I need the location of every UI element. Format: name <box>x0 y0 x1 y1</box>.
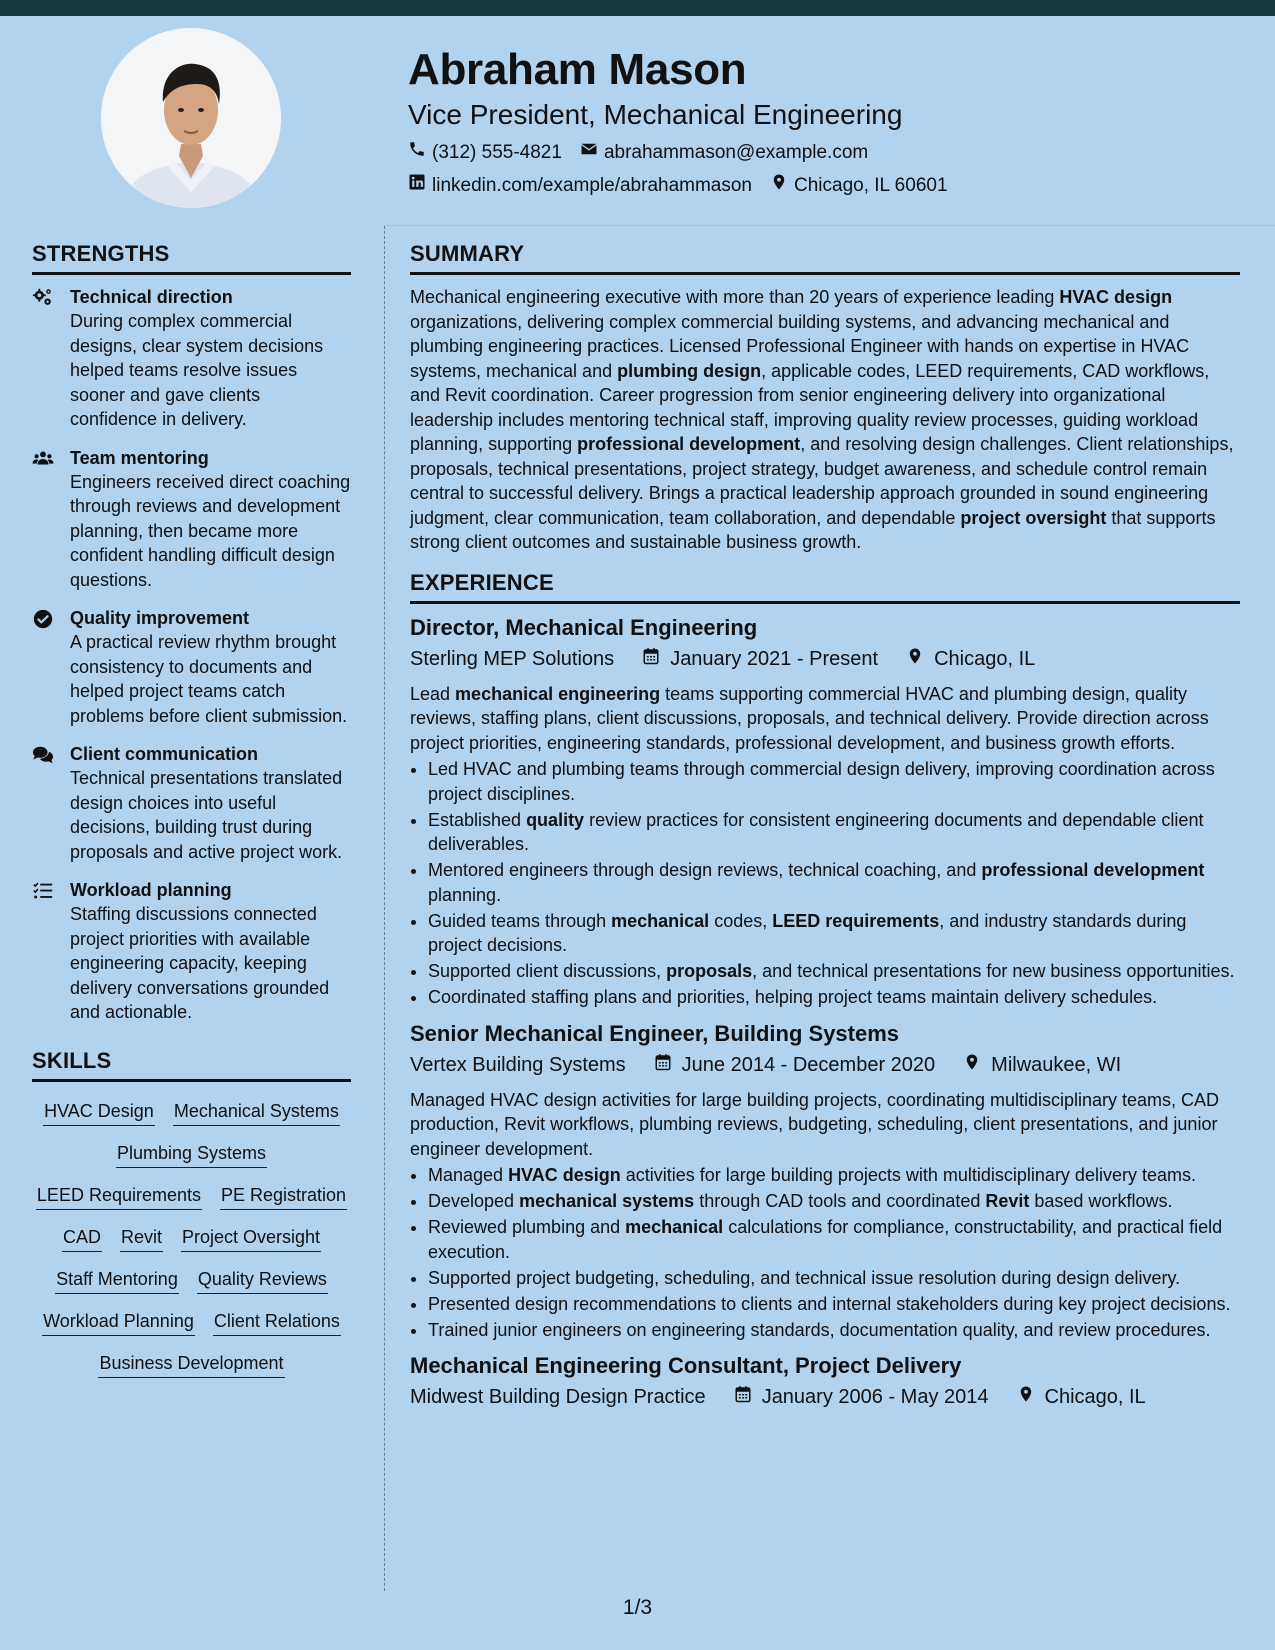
top-accent-bar <box>0 0 1275 16</box>
gears-icon <box>32 285 58 432</box>
text-run: planning. <box>428 884 502 905</box>
achievement-item <box>428 1292 1240 1317</box>
emphasis-text: professional development <box>981 860 1205 880</box>
map-pin-icon <box>770 173 788 198</box>
linkedin-url[interactable]: linkedin.com/example/abrahammason <box>432 174 752 196</box>
linkedin-icon <box>408 173 426 198</box>
phone-contact <box>408 140 562 165</box>
text-run: , and technical presentations for new business opportunities. <box>752 961 1235 981</box>
envelope-icon <box>580 140 598 165</box>
job-entry <box>410 1020 1240 1343</box>
text-run: Supported project budgeting, scheduling, and technical issue resolution during design delivery. <box>428 1267 1181 1288</box>
achievement-item <box>428 909 1240 958</box>
job-dates: January 2006 - May 2014 <box>761 1386 989 1408</box>
skill-tag: Quality Reviews <box>197 1266 328 1294</box>
text-run: teams supporting commercial HVAC and plumbing design, quality reviews, staffing plans, client discussions, proposals, and technical delivery. Provide direction across project priorities, engineering standards, professional development, and business growth efforts. <box>410 683 1209 753</box>
text-run: that supports strong client outcomes and sustainable business growth. <box>410 507 1216 552</box>
phone-icon <box>408 140 426 165</box>
location-text: Chicago, IL 60601 <box>794 174 948 196</box>
text-run: Coordinated staffing plans and priorities, helping project teams maintain delivery schedules. <box>428 987 1158 1007</box>
job-entry <box>410 1352 1240 1412</box>
strength-item <box>32 285 351 432</box>
achievement-item <box>428 1215 1240 1264</box>
calendar-icon <box>654 1050 672 1080</box>
skill-tag: PE Registration <box>220 1182 347 1210</box>
job-location: Chicago, IL <box>1044 1386 1146 1408</box>
achievement-item <box>428 959 1240 984</box>
skills-heading: SKILLS <box>32 1047 351 1082</box>
skill-tag: CAD <box>62 1224 102 1252</box>
column-divider <box>384 226 385 1591</box>
text-run: Established <box>428 809 527 830</box>
page-number: 1/3 <box>622 1596 653 1619</box>
text-run: , and industry standards during project decisions. <box>428 910 1187 955</box>
resume-header <box>408 44 1228 198</box>
text-run: Presented design recommendations to clients and internal stakeholders during key project decisions. <box>428 1293 1231 1314</box>
contact-row-1 <box>408 140 1228 165</box>
profile-photo <box>101 28 281 208</box>
location-contact <box>770 173 948 198</box>
strengths-heading: STRENGTHS <box>32 240 351 275</box>
emphasis-text: plumbing design <box>617 360 762 381</box>
job-title: Director, Mechanical Engineering <box>410 614 758 640</box>
strength-description: A practical review rhythm brought consistency to documents and helped project teams catch problems before client submission. <box>70 632 348 726</box>
strength-description: Technical presentations translated design choices into useful decisions, building trust during proposals and active project work. <box>70 768 343 862</box>
job-location: Chicago, IL <box>934 647 1036 670</box>
text-run: Trained junior engineers on engineering standards, documentation quality, and review procedures. <box>428 1319 1211 1340</box>
strength-description: Staffing discussions connected project priorities with available engineering capacity, keeping delivery conversations grounded and actionable. <box>70 904 330 1022</box>
achievement-item <box>428 1318 1240 1343</box>
emphasis-text: HVAC design <box>1059 287 1173 307</box>
job-location: Milwaukee, WI <box>991 1053 1122 1076</box>
strength-title: Workload planning <box>70 880 232 900</box>
achievement-item <box>428 808 1240 857</box>
emphasis-text: professional development <box>577 434 801 454</box>
check-circle-icon <box>32 606 58 728</box>
text-run: , and resolving design challenges. Client relationships, proposals, technical presentations, project strategy, budget awareness, and schedule control remain central to successful delivery. Brings a practical leadership approach grounded in sound engineering judgment, clear communication, team collaboration, and dependable <box>410 434 1234 528</box>
map-pin-icon <box>906 644 924 674</box>
job-meta <box>410 644 1240 674</box>
text-run: Led HVAC and plumbing teams through commercial design delivery, improving coordination across project disciplines. <box>428 759 1215 804</box>
company-name: Midwest Building Design Practice <box>410 1386 706 1408</box>
emphasis-text: proposals <box>666 961 753 981</box>
emphasis-text: LEED requirements <box>772 910 940 931</box>
experience-heading: EXPERIENCE <box>410 569 1240 604</box>
text-run: Reviewed plumbing and <box>428 1217 626 1237</box>
strength-title: Client communication <box>70 744 259 764</box>
skill-tag: Revit <box>120 1224 163 1252</box>
achievement-item <box>428 985 1240 1010</box>
text-run: calculations for compliance, constructability, and practical field execution. <box>428 1217 1223 1262</box>
text-run: Mechanical engineering executive with more than 20 years of experience leading <box>410 287 1060 307</box>
list-check-icon <box>32 878 58 1025</box>
skill-tag: Staff Mentoring <box>55 1266 179 1294</box>
text-run: codes, <box>709 910 773 931</box>
strength-item <box>32 446 351 593</box>
strength-description: Engineers received direct coaching through reviews and development planning, then became more confident handling difficult design questions. <box>70 471 351 590</box>
job-meta <box>410 1050 1240 1080</box>
text-run: , applicable codes, LEED requirements, CAD workflows, and Revit coordination. Career progression from senior engineering delivery into organizational leadership includes mentoring technical staff, improving quality review processes, guiding workload planning, supporting <box>410 360 1210 454</box>
linkedin-contact[interactable] <box>408 173 752 198</box>
job-description <box>410 1088 1240 1162</box>
emphasis-text: project oversight <box>960 507 1107 528</box>
company-name: Sterling MEP Solutions <box>410 647 615 670</box>
company-name: Vertex Building Systems <box>410 1053 626 1076</box>
skill-tag: Client Relations <box>213 1308 341 1336</box>
text-run: Managed HVAC design activities for large building projects, coordinating multidisciplinary teams, CAD production, Revit workflows, plumbing reviews, budgeting, scheduling, client presentations, and junior engineer development. <box>410 1089 1220 1159</box>
text-run: activities for large building projects with multidisciplinary delivery teams. <box>620 1165 1196 1185</box>
summary-heading: SUMMARY <box>410 240 1240 275</box>
email-address[interactable]: abrahammason@example.com <box>603 141 869 163</box>
skill-tag: Mechanical Systems <box>173 1098 340 1126</box>
skill-tag: Business Development <box>98 1350 284 1378</box>
achievement-item <box>428 858 1240 907</box>
skill-tag: LEED Requirements <box>36 1182 202 1210</box>
candidate-title: Vice President, Mechanical Engineering <box>408 99 903 130</box>
text-run: organizations, delivering complex commercial building systems, and advancing mechanical and plumbing engineering practices. Licensed Professional Engineer with hands on expertise in HVAC systems, mechanical and <box>410 311 1190 381</box>
left-column <box>32 240 351 1378</box>
strength-description: During complex commercial designs, clear system decisions helped teams resolve issues sooner and gave clients confidence in delivery. <box>70 311 324 429</box>
achievement-item <box>428 1163 1240 1188</box>
emphasis-text: HVAC design <box>508 1165 621 1185</box>
experience-list <box>410 614 1240 1413</box>
strength-title: Technical direction <box>70 287 233 307</box>
map-pin-icon <box>1017 1382 1035 1412</box>
header-divider <box>384 225 1275 226</box>
emphasis-text: mechanical <box>625 1217 724 1237</box>
comments-icon <box>32 742 58 864</box>
job-title: Mechanical Engineering Consultant, Project Delivery <box>410 1353 962 1378</box>
skills-list <box>32 1098 351 1378</box>
skill-tag: HVAC Design <box>43 1098 155 1126</box>
text-run: through CAD tools and coordinated <box>694 1191 986 1211</box>
text-run: Supported client discussions, <box>428 961 667 981</box>
emphasis-text: mechanical systems <box>519 1191 695 1211</box>
text-run: Mentored engineers through design reviews, technical coaching, and <box>428 860 982 880</box>
job-dates: June 2014 - December 2020 <box>681 1053 936 1076</box>
job-entry <box>410 614 1240 1010</box>
text-run: Managed <box>428 1165 509 1185</box>
job-description <box>410 682 1240 756</box>
calendar-icon <box>734 1382 752 1412</box>
achievement-item <box>428 1266 1240 1291</box>
skill-tag: Plumbing Systems <box>116 1140 267 1168</box>
text-run: Developed <box>428 1191 520 1211</box>
skill-tag: Project Oversight <box>181 1224 321 1252</box>
strength-item <box>32 606 351 728</box>
emphasis-text: mechanical engineering <box>455 683 661 704</box>
text-run: based workflows. <box>1029 1191 1173 1211</box>
emphasis-text: mechanical <box>611 910 710 931</box>
text-run: review practices for consistent engineering documents and dependable client deliverables. <box>428 809 1204 854</box>
users-icon <box>32 446 58 593</box>
strength-title: Quality improvement <box>70 608 250 628</box>
phone-number: (312) 555-4821 <box>432 141 562 163</box>
job-meta <box>410 1382 1240 1412</box>
strength-item <box>32 742 351 864</box>
map-pin-icon <box>963 1050 981 1080</box>
job-title: Senior Mechanical Engineer, Building Systems <box>410 1020 900 1046</box>
strength-item <box>32 878 351 1025</box>
calendar-icon <box>642 644 660 674</box>
candidate-name: Abraham Mason <box>408 45 747 94</box>
achievement-list <box>410 1163 1240 1342</box>
achievement-item <box>428 757 1240 806</box>
summary-text <box>410 285 1240 555</box>
right-column <box>410 240 1240 1422</box>
achievement-item <box>428 1189 1240 1214</box>
strength-title: Team mentoring <box>70 447 209 468</box>
emphasis-text: Revit <box>985 1191 1030 1211</box>
contact-row-2 <box>408 173 1228 198</box>
text-run: Lead <box>410 683 456 704</box>
achievement-list <box>410 757 1240 1010</box>
email-contact[interactable] <box>580 140 868 165</box>
job-dates: January 2021 - Present <box>670 647 879 670</box>
text-run: Guided teams through <box>428 910 612 931</box>
skill-tag: Workload Planning <box>42 1308 195 1336</box>
emphasis-text: quality <box>526 809 585 830</box>
